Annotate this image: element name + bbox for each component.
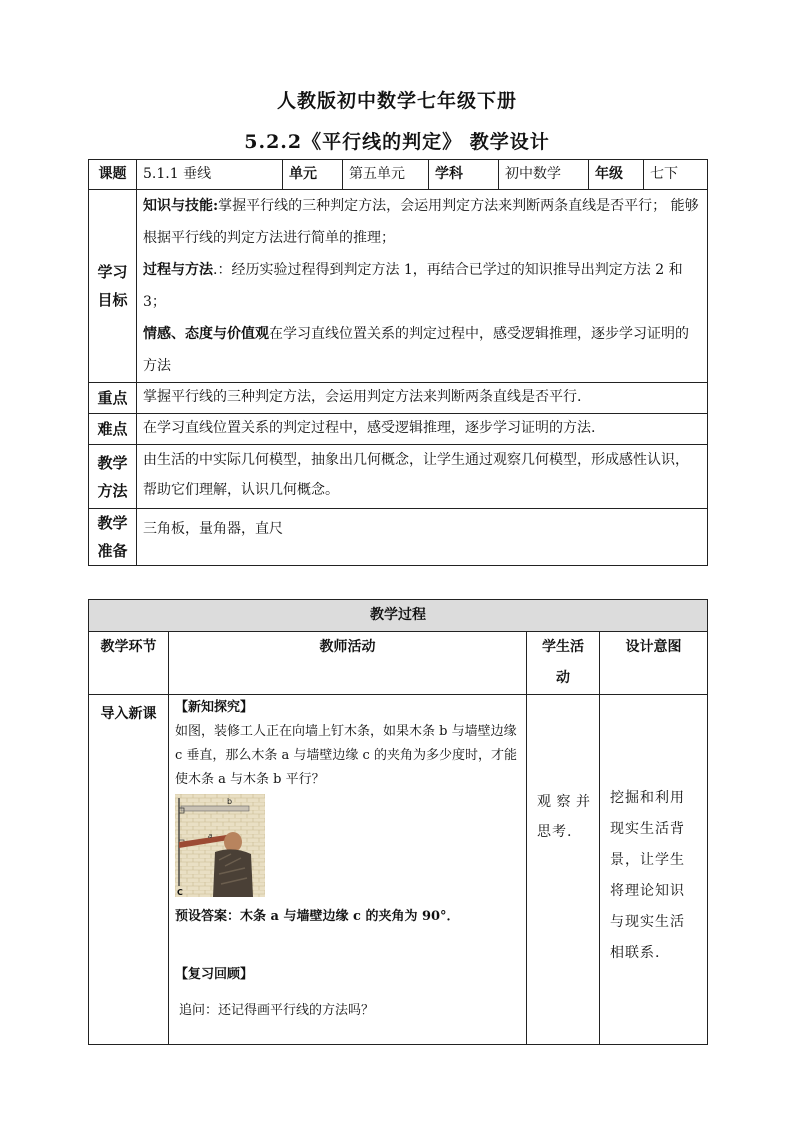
objectives-label-line2: 目标 xyxy=(97,291,128,309)
objectives-label xyxy=(89,190,137,383)
topic-value: 5.1.1 垂线 xyxy=(137,160,283,190)
attitude-value-text: 在学习直线位置关系的判定过程中，感受逻辑推理，逐步学习证明的方法 xyxy=(143,326,689,374)
followup-question: 追问：还记得画平行线的方法吗？ xyxy=(179,1003,375,1018)
objectives-label-line1: 学习 xyxy=(97,263,128,281)
teacher-header: 教师活动 xyxy=(169,632,527,695)
teaching-process-table xyxy=(88,599,708,1045)
subject-value: 初中数学 xyxy=(499,160,589,190)
student-header-line1: 学生活 xyxy=(542,639,584,655)
objectives-text xyxy=(137,190,708,383)
knowledge-skill-label: 知识与技能: xyxy=(143,198,219,214)
method-label-line1: 教学 xyxy=(97,453,128,472)
method-label xyxy=(89,445,137,509)
label-c: C xyxy=(177,888,183,897)
key-point-label: 重点 xyxy=(89,383,137,414)
difficulty-label: 难点 xyxy=(89,414,137,445)
subject-label: 学科 xyxy=(429,160,499,190)
key-point-text: 掌握平行线的三种判定方法，会运用判定方法来判断两条直线是否平行. xyxy=(137,383,708,414)
grade-value: 七下 xyxy=(644,160,708,190)
stage-cell: 导入新课 xyxy=(89,695,169,1045)
label-a: a xyxy=(208,832,213,840)
objectives-row xyxy=(89,190,708,383)
teacher-activity-cell xyxy=(169,695,527,1045)
review-heading: 【复习回顾】 xyxy=(175,967,254,982)
grade-label: 年级 xyxy=(589,160,644,190)
worker-body xyxy=(213,849,253,897)
knowledge-skill-text: 掌握平行线的三种判定方法，会运用判定方法来判断两条直线是否平行； 能够根据平行线的判定方法进行简单的推理； xyxy=(143,198,699,246)
question-text: 如图，装修工人正在向墙上钉木条，如果木条 b 与墙壁边缘 c 垂直，那么木条 a 与墙壁边缘 c 的夹角为多少度时，才能使木条 a 与木条 b 平行？ xyxy=(175,724,517,787)
worker-head xyxy=(224,832,242,852)
lesson-info-table xyxy=(88,159,708,566)
student-header-line2: 动 xyxy=(556,670,570,686)
prep-label-line1: 教学 xyxy=(97,514,128,532)
unit-label: 单元 xyxy=(283,160,343,190)
key-point-row xyxy=(89,383,708,414)
difficulty-text: 在学习直线位置关系的判定过程中，感受逻辑推理，逐步学习证明的方法. xyxy=(137,414,708,445)
design-header: 设计意图 xyxy=(600,632,708,695)
difficulty-row xyxy=(89,414,708,445)
attitude-value-label: 情感、态度与价值观 xyxy=(143,326,269,342)
method-row xyxy=(89,445,708,509)
student-header xyxy=(527,632,600,695)
design-intent-cell: 挖掘和利用现实生活背景，让学生将理论知识与现实生活相联系. xyxy=(600,695,708,1045)
student-activity-cell: 观察并思考. xyxy=(527,695,600,1045)
worker-nailing-image xyxy=(175,794,265,897)
process-method-text: .：经历实验过程得到判定方法 1，再结合已学过的知识推导出判定方法 2 和 3； xyxy=(143,262,683,310)
prep-label xyxy=(89,509,137,566)
method-label-line2: 方法 xyxy=(97,481,128,500)
method-text: 由生活的中实际几何模型，抽象出几何概念，让学生通过观察几何模型，形成感性认识，帮助它们理解，认识几何概念。 xyxy=(137,445,708,509)
prep-label-line2: 准备 xyxy=(97,542,128,560)
preset-answer: 预设答案：木条 a 与墙壁边缘 c 的夹角为 90°． xyxy=(175,909,460,924)
document-subtitle: 5.2.2《平行线的判定》 教学设计 xyxy=(244,131,550,153)
prep-row xyxy=(89,509,708,566)
process-method-label: 过程与方法 xyxy=(143,262,213,278)
unit-value: 第五单元 xyxy=(343,160,429,190)
process-banner: 教学过程 xyxy=(89,600,708,632)
info-header-row xyxy=(89,160,708,190)
process-banner-row xyxy=(89,600,708,632)
label-b: b xyxy=(227,797,233,806)
document-title: 人教版初中数学七年级下册 xyxy=(276,90,517,112)
prep-text: 三角板，量角器，直尺 xyxy=(137,509,708,566)
process-row xyxy=(89,695,708,1045)
stage-header: 教学环节 xyxy=(89,632,169,695)
process-header-row xyxy=(89,632,708,695)
new-knowledge-heading: 【新知探究】 xyxy=(175,700,254,715)
topic-label: 课题 xyxy=(89,160,137,190)
board-b xyxy=(181,806,249,811)
